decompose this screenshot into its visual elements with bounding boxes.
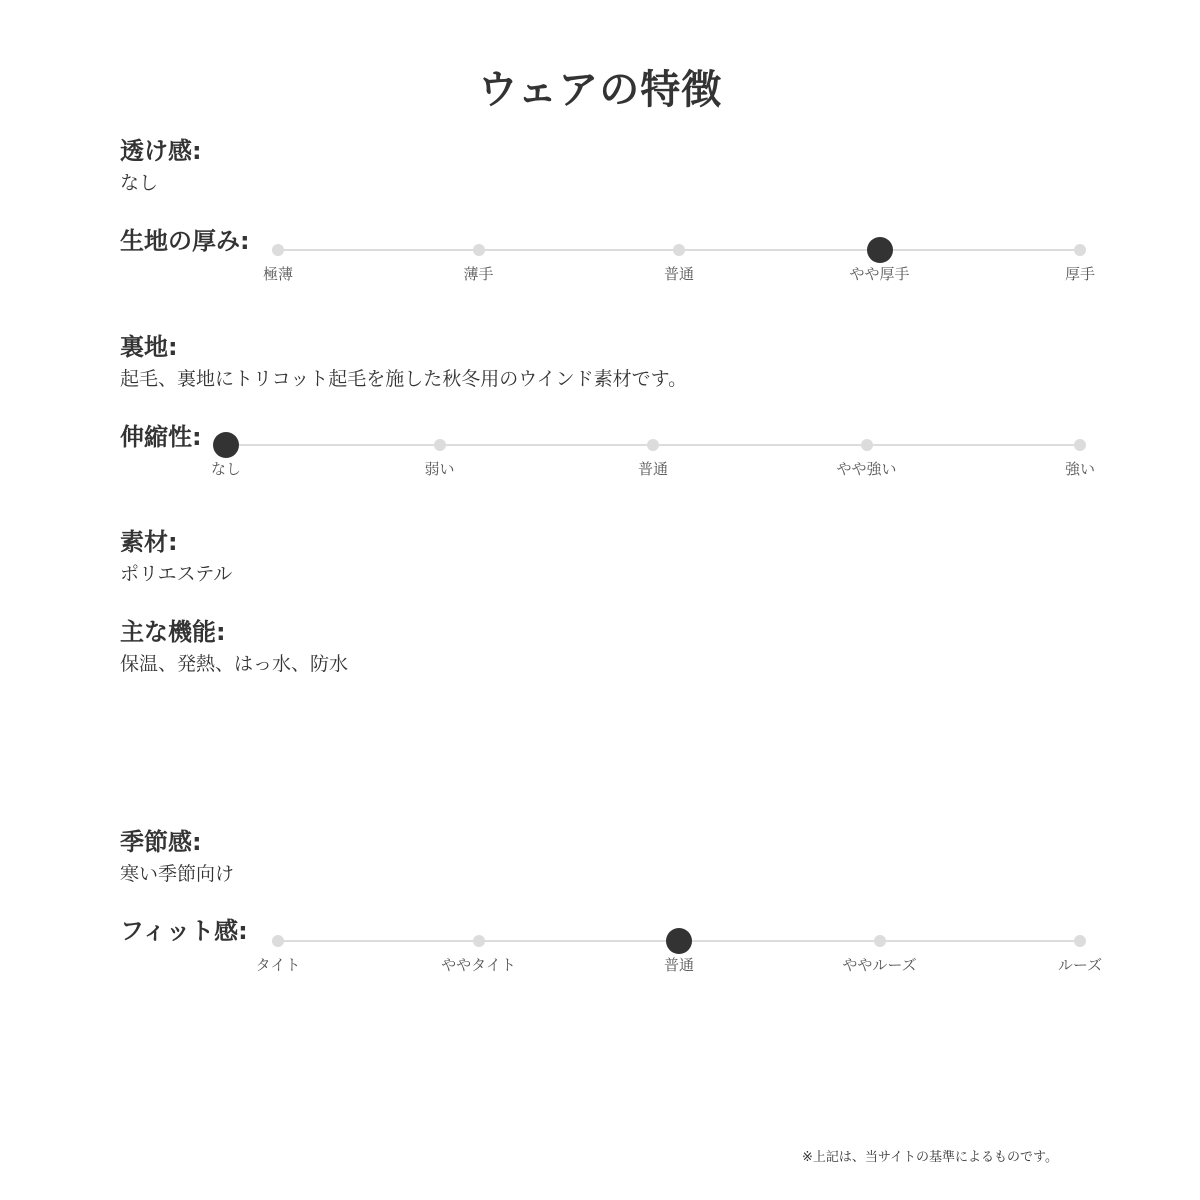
fit-scale-point: [473, 935, 485, 947]
season-label: 季節感:: [120, 828, 202, 856]
functions-label: 主な機能:: [120, 618, 226, 646]
fit-scale: [255, 932, 1103, 974]
stretch-option-label: なし: [210, 460, 242, 478]
fit-option-label: 普通: [663, 956, 695, 974]
thickness-option-label: 普通: [663, 265, 695, 283]
thickness-scale: [262, 241, 1096, 283]
page-title: ウェアの特徴: [477, 67, 723, 113]
stretch-option-label: 弱い: [424, 460, 455, 478]
stretch-scale-point: [861, 439, 873, 451]
sheerness-label: 透け感:: [120, 137, 202, 165]
fit-scale-point: [874, 935, 886, 947]
sheerness-value: なし: [120, 172, 159, 194]
footnote: ※上記は、当サイトの基準によるものです。: [802, 1150, 1058, 1165]
material-value: ポリエステル: [120, 563, 233, 585]
fit-scale-point: [272, 935, 284, 947]
stretch-option-label: やや強い: [836, 460, 897, 478]
stretch-selected-marker: [213, 432, 239, 458]
thickness-scale-point: [272, 244, 284, 256]
stretch-scale-point: [434, 439, 446, 451]
stretch-scale-point: [647, 439, 659, 451]
functions-value: 保温、発熱、はっ水、防水: [120, 653, 349, 675]
thickness-option-label: 厚手: [1064, 265, 1096, 283]
thickness-scale-point: [673, 244, 685, 256]
fit-option-label: ルーズ: [1057, 956, 1103, 974]
thickness-option-label: 極薄: [262, 265, 294, 283]
thickness-option-label: 薄手: [463, 265, 494, 283]
thickness-label: 生地の厚み:: [120, 227, 250, 255]
thickness-scale-point: [473, 244, 485, 256]
fit-option-label: タイト: [255, 956, 301, 974]
fit-option-label: ややルーズ: [842, 956, 917, 974]
fit-selected-marker: [666, 928, 692, 954]
season-value: 寒い季節向け: [120, 863, 235, 885]
thickness-option-label: やや厚手: [849, 265, 910, 283]
thickness-scale-point: [1074, 244, 1086, 256]
stretch-option-label: 強い: [1064, 460, 1096, 478]
lining-label: 裏地:: [120, 333, 178, 361]
stretch-label: 伸縮性:: [120, 423, 202, 451]
fit-label: フィット感:: [120, 917, 248, 945]
thickness-selected-marker: [867, 237, 893, 263]
stretch-scale: [210, 436, 1096, 478]
stretch-scale-point: [1074, 439, 1086, 451]
stretch-option-label: 普通: [637, 460, 669, 478]
lining-value: 起毛、裏地にトリコット起毛を施した秋冬用のウインド素材です。: [120, 368, 688, 390]
material-label: 素材:: [120, 528, 178, 556]
fit-scale-point: [1074, 935, 1086, 947]
fit-option-label: ややタイト: [441, 956, 516, 974]
